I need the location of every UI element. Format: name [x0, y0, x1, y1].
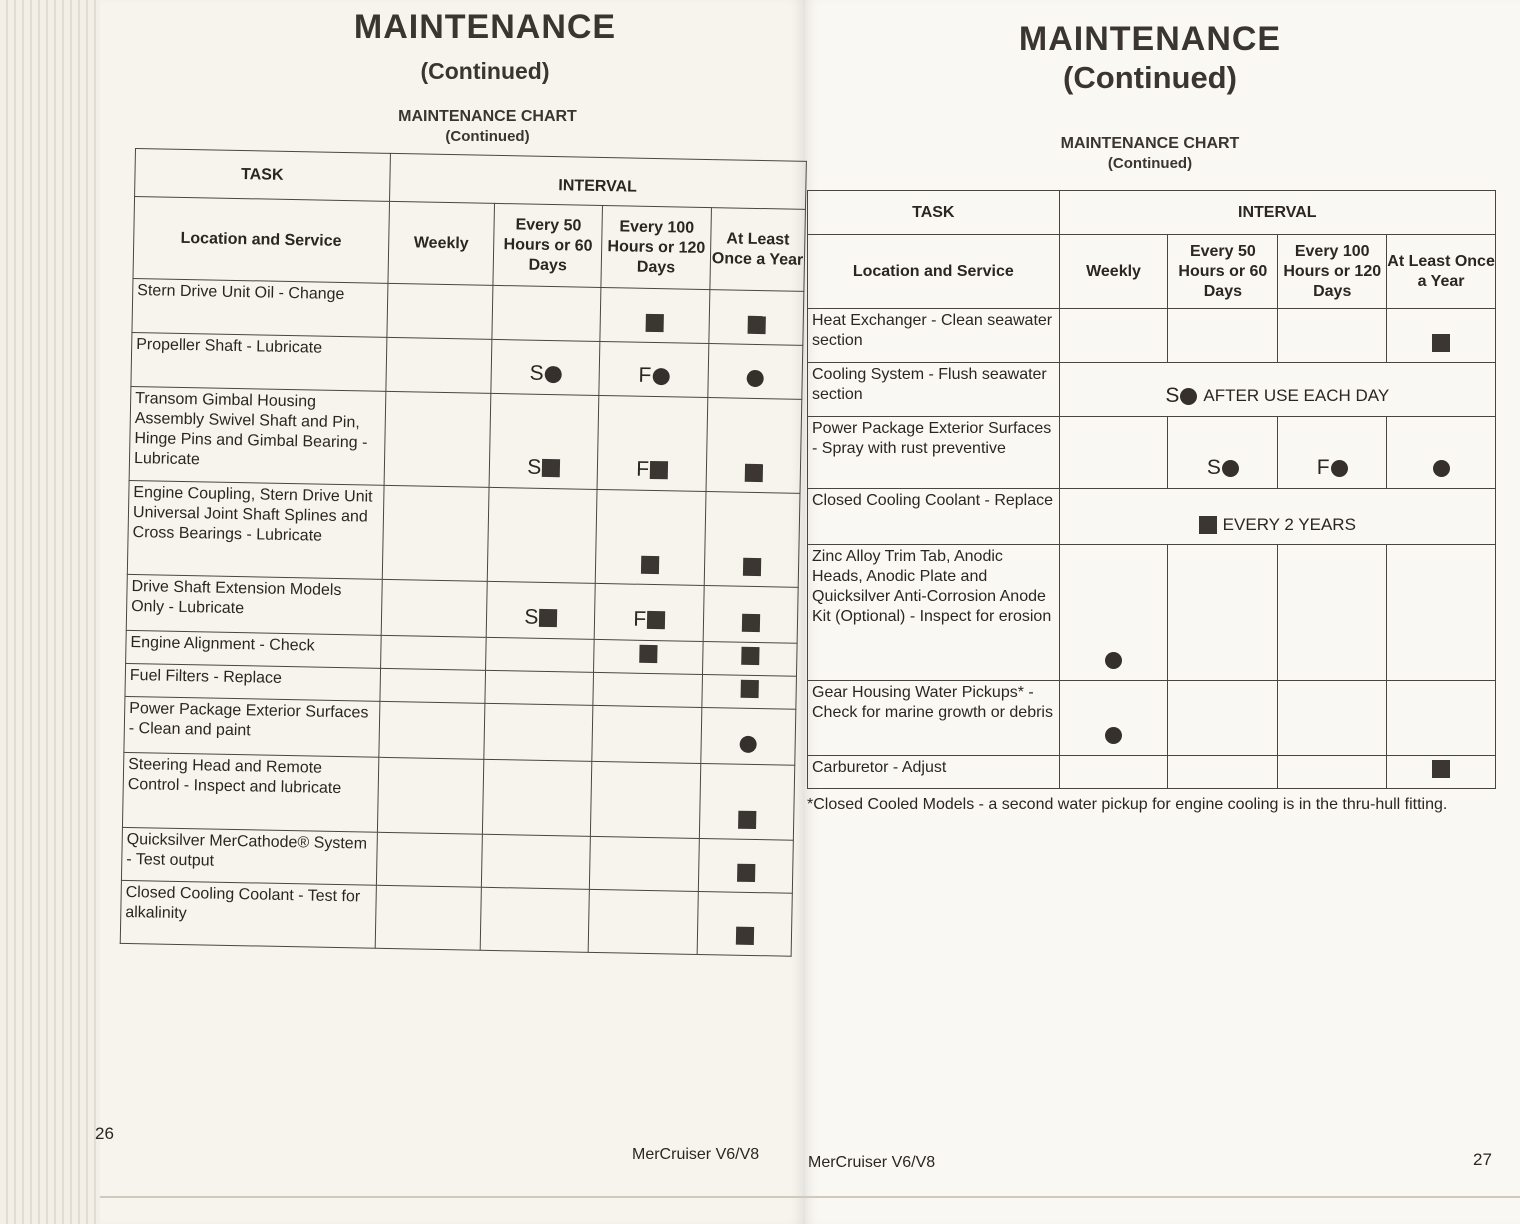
interval-cell-year	[703, 641, 798, 676]
interval-prefix: S	[1165, 384, 1180, 407]
interval-cell-e100: F	[597, 395, 708, 491]
filled-square-marker	[747, 316, 765, 334]
interval-cell-e50	[485, 670, 593, 705]
interval-cell-e50	[483, 759, 592, 836]
interval-cell-e50	[481, 887, 590, 952]
right-footnote: *Closed Cooled Models - a second water pickup for engine cooling is in the thru-hull fitting.	[807, 796, 1448, 813]
interval-cell-year	[701, 707, 796, 765]
location-service-header: Location and Service	[133, 197, 389, 284]
right-table-body	[808, 309, 1496, 789]
interval-cell-year	[1387, 309, 1496, 363]
table-row	[122, 752, 794, 840]
interval-cell-e50	[488, 487, 598, 583]
interval-cell-e100: F	[599, 341, 709, 397]
interval-cell-year	[699, 763, 794, 840]
interval-cell-e100	[1278, 681, 1387, 756]
interval-cell-e100	[1278, 545, 1387, 681]
table-row	[808, 363, 1496, 417]
filled-square-marker	[1432, 334, 1450, 352]
filled-square-marker	[1199, 516, 1217, 534]
left-chart-title-sub: (Continued)	[445, 128, 530, 145]
interval-cell-weekly	[1059, 756, 1168, 789]
interval-span-cell	[1059, 489, 1495, 545]
page-edges	[0, 0, 105, 1224]
interval-cell-e100	[591, 761, 701, 838]
left-page-subtitle: (Continued)	[420, 58, 550, 84]
interval-cell-year	[706, 398, 802, 494]
left-table-body	[120, 278, 804, 956]
task-cell: Closed Cooling Coolant - Test for alkalinity	[120, 880, 376, 948]
filled-square-marker	[740, 679, 758, 697]
filled-square-marker	[735, 926, 753, 944]
interval-cell-e50	[484, 703, 593, 761]
filled-circle-marker	[1180, 388, 1197, 405]
task-cell: Transom Gimbal Housing Assembly Swivel Shaft and Pin, Hinge Pins and Gimbal Bearing - Lubricate	[129, 386, 385, 485]
filled-square-marker	[738, 810, 756, 828]
interval-cell-year	[1387, 545, 1496, 681]
interval-cell-e50	[486, 637, 594, 672]
filled-circle-marker	[1105, 727, 1122, 744]
interval-cell-year	[703, 586, 798, 644]
right-chart-title-sub: (Continued)	[1107, 155, 1193, 172]
interval-cell-e50: S	[491, 339, 600, 395]
interval-cell-e100	[596, 489, 707, 585]
task-cell: Gear Housing Water Pickups* - Check for marine growth or debris	[808, 681, 1060, 756]
task-cell: Propeller Shaft - Lubricate	[131, 332, 387, 391]
every100-header: Every 100 Hours or 120 Days	[601, 205, 711, 289]
task-cell: Steering Head and Remote Control - Inspect and lubricate	[122, 752, 378, 832]
right-page-number: 27	[1473, 1150, 1492, 1169]
filled-square-marker	[742, 557, 760, 575]
task-cell: Stern Drive Unit Oil - Change	[132, 278, 388, 337]
page-bottom-edge	[100, 1196, 1520, 1198]
task-cell: Power Package Exterior Surfaces - Spray with rust preventive	[808, 417, 1060, 489]
interval-cell-e100	[593, 672, 702, 707]
interval-cell-year	[708, 344, 803, 400]
interval-cell-e100	[594, 639, 703, 674]
interval-cell-year	[702, 674, 797, 709]
interval-cell-weekly	[1059, 545, 1168, 681]
interval-cell-e100: F	[594, 583, 704, 641]
filled-square-marker	[641, 556, 659, 574]
interval-cell-weekly	[380, 668, 486, 703]
yearly-header: At Least Once a Year	[710, 208, 805, 292]
interval-cell-year	[704, 492, 800, 588]
interval-note: EVERY 2 YEARS	[1222, 514, 1356, 534]
interval-cell-weekly	[1059, 681, 1168, 756]
right-chart-title	[1020, 134, 1280, 174]
interval-cell-year	[698, 838, 793, 893]
right-page-subtitle: (Continued)	[1063, 60, 1237, 95]
filled-circle-marker	[1331, 460, 1348, 477]
filled-circle-marker	[652, 367, 669, 384]
interval-cell-e50	[492, 285, 601, 341]
filled-circle-marker	[740, 736, 757, 753]
task-cell: Zinc Alloy Trim Tab, Anodic Heads, Anodic Plate and Quicksilver Anti-Corrosion Anode Kit (Optional) - Inspect for erosion	[808, 545, 1060, 681]
interval-cell-year	[1387, 756, 1496, 789]
left-brand-footer: MerCruiser V6/V8	[632, 1146, 760, 1163]
interval-cell-weekly	[381, 579, 488, 637]
interval-cell-e100	[1278, 309, 1387, 363]
yearly-header: At Least Once a Year	[1387, 235, 1496, 309]
filled-square-marker	[737, 863, 755, 881]
every50-header: Every 50 Hours or 60 Days	[1168, 235, 1278, 309]
filled-circle-marker	[544, 365, 561, 382]
task-cell: Heat Exchanger - Clean seawater section	[808, 309, 1060, 363]
table-row	[808, 756, 1496, 789]
interval-cell-weekly	[385, 337, 492, 393]
every50-header: Every 50 Hours or 60 Days	[493, 203, 602, 287]
table-row	[127, 480, 800, 587]
task-cell: Carburetor - Adjust	[808, 756, 1060, 789]
left-chart-title	[360, 107, 615, 147]
interval-header: INTERVAL	[389, 153, 806, 209]
interval-cell-e50	[1168, 309, 1278, 363]
table-row	[120, 880, 792, 956]
interval-cell-weekly	[376, 832, 483, 887]
table-row	[808, 417, 1496, 489]
table-row	[808, 489, 1496, 545]
right-chart-title-main: MAINTENANCE CHART	[1060, 135, 1240, 152]
task-cell: Closed Cooling Coolant - Replace	[808, 489, 1060, 545]
interval-cell-e50: S	[490, 393, 600, 489]
every100-header: Every 100 Hours or 120 Days	[1278, 235, 1387, 309]
weekly-header: Weekly	[1059, 235, 1168, 309]
interval-cell-e50: S	[1168, 417, 1278, 489]
interval-cell-weekly	[377, 757, 484, 834]
interval-cell-e100	[590, 836, 700, 891]
interval-cell-e50	[1168, 545, 1278, 681]
weekly-header: Weekly	[388, 201, 495, 285]
filled-circle-marker	[1105, 652, 1122, 669]
interval-cell-year	[709, 290, 804, 346]
interval-cell-year	[1387, 681, 1496, 756]
filled-square-marker	[741, 613, 759, 631]
right-brand-footer: MerCruiser V6/V8	[808, 1154, 936, 1171]
task-cell: Power Package Exterior Surfaces - Clean and paint	[124, 696, 380, 757]
left-maintenance-table	[120, 148, 807, 957]
left-page-number: 26	[95, 1124, 114, 1143]
task-cell: Engine Coupling, Stern Drive Unit Universal Joint Shaft Splines and Cross Bearings - Lubricate	[127, 480, 383, 579]
table-row	[808, 681, 1496, 756]
filled-circle-marker	[1433, 460, 1450, 477]
interval-cell-weekly	[380, 635, 486, 670]
task-cell: Quicksilver MerCathode® System - Test output	[121, 827, 377, 885]
filled-circle-marker	[747, 370, 764, 387]
interval-cell-weekly	[387, 283, 494, 339]
interval-cell-e100	[1278, 756, 1387, 789]
interval-cell-e50: S	[487, 581, 596, 639]
interval-cell-e100	[600, 287, 710, 343]
filled-square-marker	[741, 646, 759, 664]
filled-square-marker	[542, 459, 560, 477]
right-page-title: MAINTENANCE	[1018, 20, 1282, 58]
interval-cell-e50	[1168, 756, 1278, 789]
filled-square-marker	[539, 609, 557, 627]
interval-cell-weekly	[384, 391, 492, 487]
task-cell: Engine Alignment - Check	[126, 630, 381, 668]
task-cell: Drive Shaft Extension Models Only - Lubricate	[126, 574, 382, 635]
filled-square-marker	[1432, 760, 1450, 778]
interval-cell-weekly	[1059, 417, 1168, 489]
interval-note: AFTER USE EACH DAY	[1203, 386, 1390, 405]
interval-cell-weekly	[375, 885, 482, 950]
filled-square-marker	[647, 611, 665, 629]
task-cell: Fuel Filters - Replace	[125, 663, 380, 701]
interval-cell-weekly	[382, 485, 490, 581]
interval-cell-year	[697, 891, 792, 956]
interval-cell-e100: F	[1278, 417, 1387, 489]
task-header: TASK	[135, 149, 390, 202]
interval-cell-e100	[592, 705, 702, 763]
table-row	[129, 386, 802, 493]
filled-square-marker	[646, 314, 664, 332]
filled-square-marker	[650, 461, 668, 479]
filled-circle-marker	[1222, 460, 1239, 477]
interval-cell-e50	[1168, 681, 1278, 756]
interval-span-cell	[1059, 363, 1495, 417]
filled-square-marker	[639, 645, 657, 663]
interval-cell-e100	[588, 889, 698, 954]
left-page-title: MAINTENANCE	[353, 8, 617, 46]
interval-cell-weekly	[378, 701, 485, 759]
filled-square-marker	[744, 463, 762, 481]
interval-header: INTERVAL	[1059, 191, 1495, 235]
task-cell: Cooling System - Flush seawater section	[808, 363, 1060, 417]
interval-cell-e50	[482, 834, 591, 889]
interval-cell-weekly	[1059, 309, 1168, 363]
table-row	[808, 309, 1496, 363]
right-maintenance-table	[807, 190, 1496, 789]
interval-cell-year	[1387, 417, 1496, 489]
table-row	[808, 545, 1496, 681]
location-service-header: Location and Service	[808, 235, 1060, 309]
task-header: TASK	[808, 191, 1060, 235]
left-chart-title-main: MAINTENANCE CHART	[398, 108, 577, 125]
